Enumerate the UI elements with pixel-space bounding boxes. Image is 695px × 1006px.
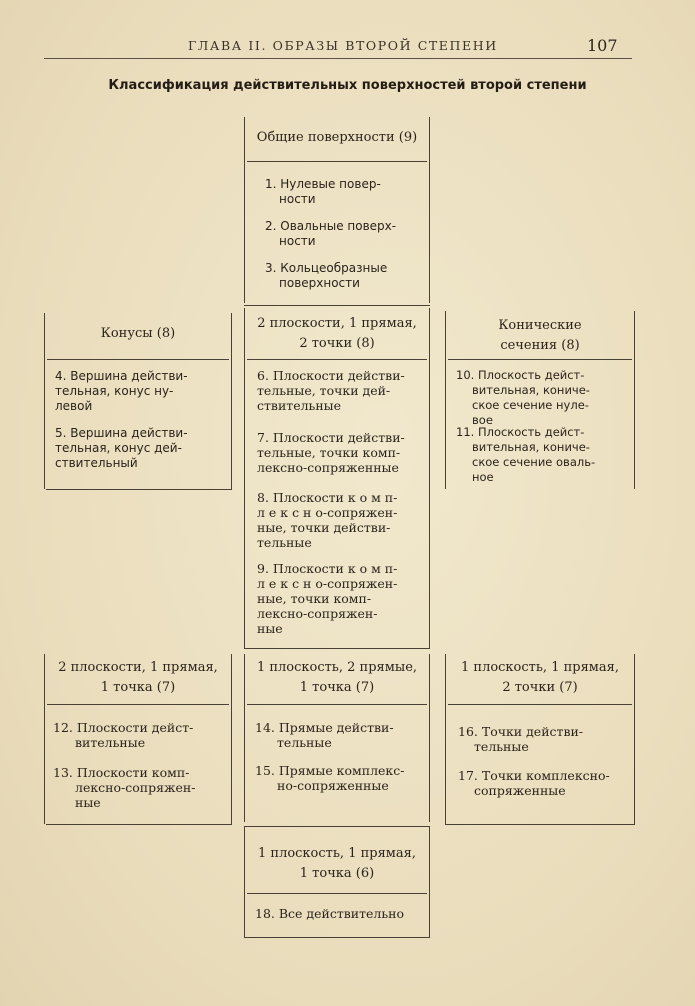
item-10: 10. Плоскость дейст- вительная, кониче- ское сечение нуле- вое [456,368,590,427]
planes-line-points-separator [247,359,427,360]
plane-lines-point-heading: 1 плоскость, 2 прямые, 1 точка (7) [256,660,418,695]
item-11: 11. Плоскость дейст- вительная, кониче- ское сечение оваль- ное [456,425,596,484]
item-15: 15. Прямые комплекс- но-сопряженные [255,763,405,793]
item-7: 7. Плоскости действи- тельные, точки комп- лексно-сопряженные [257,430,405,475]
item-3: 3. Кольцеобразные поверхности [265,261,388,290]
plane-line-points-heading: 1 плоскость, 1 прямая, 2 точки (7) [461,660,619,695]
plane-lines-point-separator [247,704,427,705]
last-heading: 1 плоскость, 1 прямая, 1 точка (6) [258,846,416,881]
page-title: Классификация действительных поверхностей второй степени [108,78,587,93]
conic-sections-heading: Конические сечения (8) [498,318,582,353]
planes-line-points-heading: 2 плоскости, 1 прямая, 2 точки (8) [257,316,417,351]
item-17: 17. Точки комплексно- сопряженные [458,768,610,798]
item-6: 6. Плоскости действи- тельные, точки дей- ствительные [257,368,405,413]
last-box [244,826,430,938]
running-title: ГЛАВА II. ОБРАЗЫ ВТОРОЙ СТЕПЕНИ [188,38,498,53]
item-12: 12. Плоскости дейст- вительные [53,720,194,750]
cones-box [44,313,232,489]
planes-line-point-separator [47,704,229,705]
cones-separator [47,359,229,360]
item-16: 16. Точки действи- тельные [458,724,584,754]
plane-line-points-box [445,654,635,824]
item-8: 8. Плоскости к о м п- л е к с н о-сопряжен- ные, точки действи- тельные [257,490,398,550]
item-13: 13. Плоскости комп- лексно-сопряжен- ные [53,765,196,810]
item-18: 18. Все действительно [255,906,405,921]
general-separator [247,161,427,162]
cones-heading: Конусы (8) [100,326,176,341]
item-5: 5. Вершина действи- тельная, конус дей- ствительный [55,426,188,470]
general-bottom-rule [244,305,430,306]
planes-line-point-box [44,654,232,824]
page-number: 107 [587,36,618,55]
general-box [244,117,430,303]
header-rule [44,58,632,59]
planes-line-points-box [244,308,430,648]
item-14: 14. Прямые действи- тельные [255,720,394,750]
planes-line-point-bottom-rule [46,824,232,825]
conic-sections-box [445,311,635,489]
plane-line-points-bottom-rule [445,824,635,825]
planes-line-points-bottom-rule [244,648,430,649]
item-9: 9. Плоскости к о м п- л е к с н о-сопряжен- ные, точки комп- лексно-сопряжен- ные [257,561,398,636]
plane-line-points-separator [448,704,632,705]
last-separator [247,893,427,894]
planes-line-point-heading: 2 плоскости, 1 прямая, 1 точка (7) [58,660,218,695]
general-heading: Общие поверхности (9) [256,130,418,145]
plane-lines-point-box [244,654,430,822]
conic-sections-separator [448,359,632,360]
item-1: 1. Нулевые повер- ности [265,177,381,206]
last-bottom-rule [244,937,430,938]
item-2: 2. Овальные поверх- ности [265,219,397,248]
cones-bottom-rule [46,489,232,490]
item-4: 4. Вершина действи- тельная, конус ну- левой [55,369,188,413]
